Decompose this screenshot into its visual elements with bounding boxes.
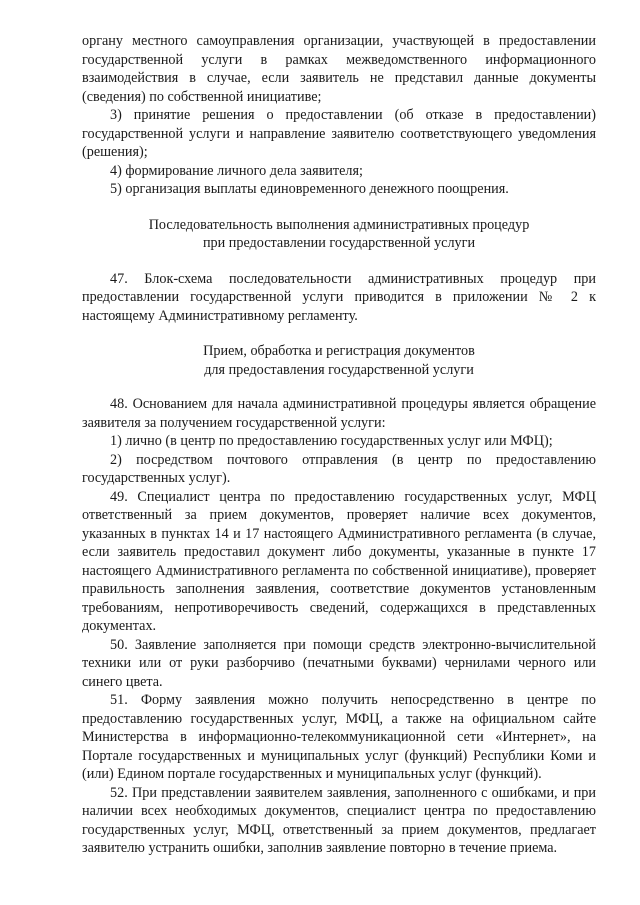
- paragraph-48-item-1: 1) лично (в центр по предоставлению государственных услуг или МФЦ);: [110, 433, 553, 449]
- section-heading-procedures: [82, 216, 596, 253]
- paragraph-continuation: органу местного самоуправления организации, участвующей в предоставлении государственной услуги в рамках межведомственного информационного взаимодействия в случае, если заявитель не представил данные документы (сведения) по собственной инициативе;: [82, 33, 596, 105]
- paragraph-item-3: 3) принятие решения о предоставлении (об отказе в предоставлении) государственной услуги и направление заявителю соответствующего уведомления (решения);: [82, 107, 596, 160]
- paragraph-item-5: 5) организация выплаты единовременного денежного поощрения.: [110, 181, 509, 197]
- heading-line: Прием, обработка и регистрация документов: [203, 343, 475, 359]
- heading-line: Последовательность выполнения административных процедур: [148, 216, 530, 233]
- paragraph-49: 49. Специалист центра по предоставлению государственных услуг, МФЦ ответственный за прием документов, проверяет наличие всех документов, указанных в пунктах 14 и 17 настоящего Административного регламента (в случае, если заявитель предоставил документ либо документы, указанные в пункте 17 настоящего Административного регламента по собственной инициативе), проверяет правильность заполнения заявления, соответствие документов установленным требованиям, непротиворечивость сведений, содержащихся в представленных документах.: [82, 488, 596, 634]
- paragraph-47: 47. Блок-схема последовательности административных процедур при предоставлении государственной услуги приводится в приложении № 2 к настоящему Административному регламенту.: [82, 270, 596, 324]
- section-heading-documents: [82, 342, 596, 379]
- paragraph-50: 50. Заявление заполняется при помощи средств электронно-вычислительной техники или от руки разборчиво (печатными буквами) чернилами черного или синего цвета.: [82, 636, 596, 690]
- document-page: [82, 32, 596, 858]
- heading-line: при предоставлении государственной услуги: [202, 235, 476, 251]
- paragraph-48-item-2: 2) посредством почтового отправления (в центр по предоставлению государственных услуг).: [82, 451, 596, 486]
- paragraph-51: 51. Форму заявления можно получить непосредственно в центре по предоставлению государственных услуг, МФЦ, а также на официальном сайте Министерства в информационно-телекоммуникационной сети «Интернет», на Портале государственных и муниципальных услуг (функций) Республики Коми и (или) Едином портале государственных и муниципальных услуг (функций).: [82, 692, 596, 782]
- paragraph-48: 48. Основанием для начала административной процедуры является обращение заявителя за получением государственной услуги:: [82, 396, 596, 431]
- paragraph-item-4: 4) формирование личного дела заявителя;: [110, 162, 363, 179]
- heading-line: для предоставления государственной услуги: [204, 361, 474, 378]
- paragraph-52: 52. При представлении заявителем заявления, заполненного с ошибками, и при наличии всех необходимых документов, специалист центра по предоставлению государственных услуг, МФЦ, ответственный за прием документов, предлагает заявителю устранить ошибки, заполнив заявление повторно в течение приема.: [82, 784, 596, 856]
